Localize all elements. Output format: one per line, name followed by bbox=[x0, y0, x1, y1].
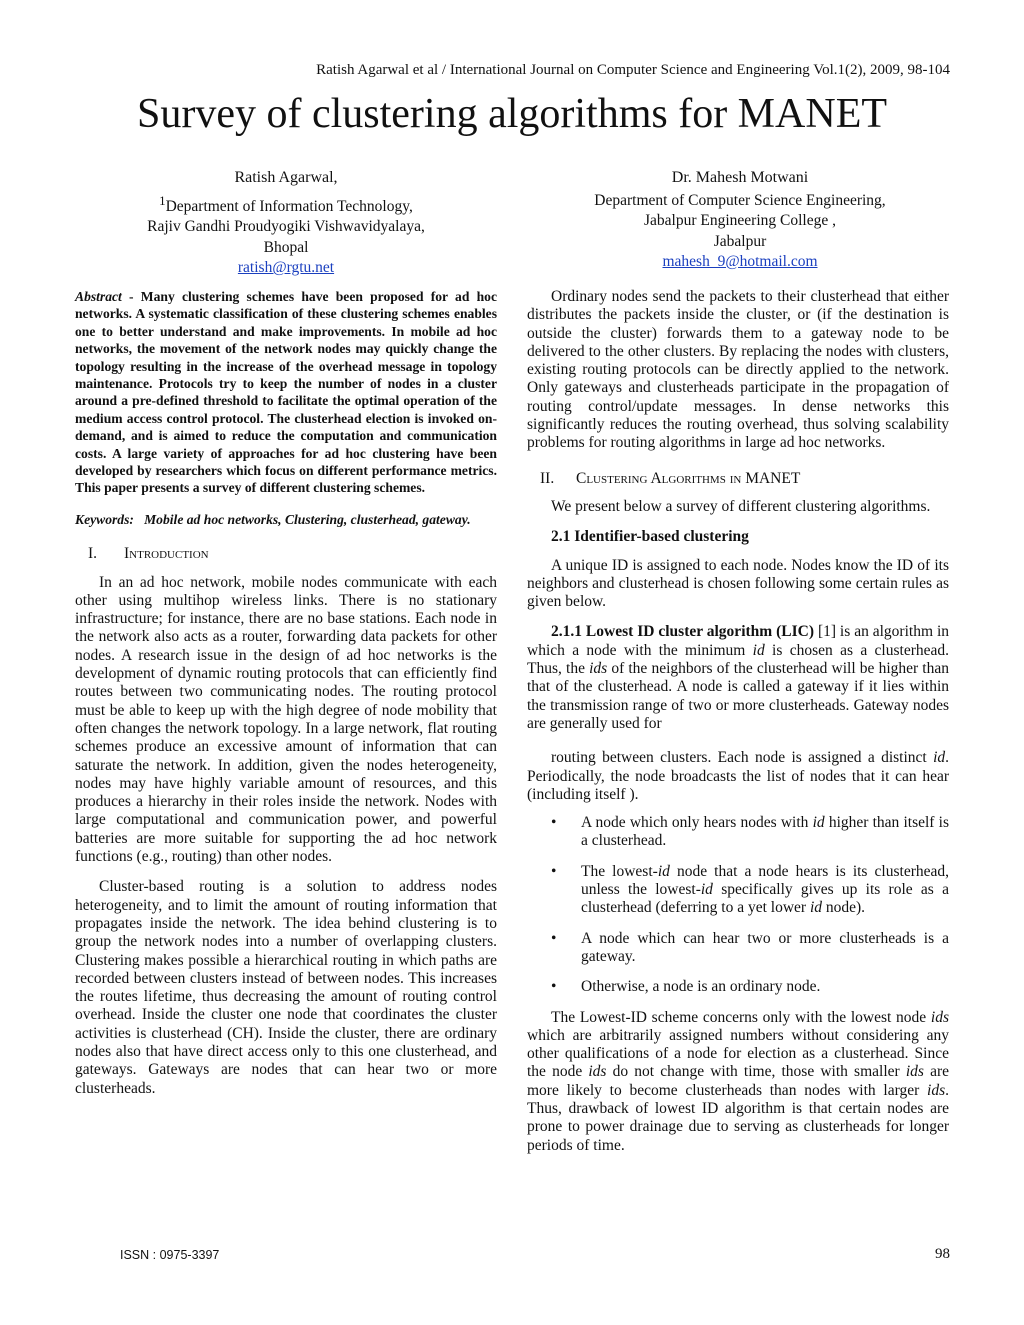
running-header: Ratish Agarwal et al / International Journal on Computer Science and Engineering Vol.1(2), 2009, 98-104 bbox=[316, 62, 950, 78]
paragraph: A unique ID is assigned to each node. Nodes know the ID of its neighbors and clusterhead is chosen following some certain rules as given below. bbox=[527, 556, 949, 611]
affiliation-marker: 1 bbox=[159, 192, 166, 208]
section-heading-introduction: I. Introduction bbox=[88, 545, 209, 563]
paragraph: In an ad hoc network, mobile nodes communicate with each other using multihop wireless links. There is no stationary infrastructure; for instance, there are no base stations. Each node in the network also acts as a router, forwarding data packets for other nodes. A research issue in the design of ad hoc networks is the development of dynamic routing protocols that can efficiently find routes between two communicating nodes. The routing protocol must be able to keep up with the high degree of node mobility that often changes the network topology. In a large network, flat routing schemes produce an excessive amount of information that can saturate the network. In addition, given the nodes heterogeneity, nodes may have highly variable amount of resources, and this produces a hierarchy in their roles inside the network. Nodes with large computational and communication power, and powerful batteries are more suitable for supporting the ad hoc network functions (e.g., routing) than other nodes. bbox=[75, 573, 497, 866]
bullet-icon: • bbox=[551, 862, 557, 880]
paragraph: Cluster-based routing is a solution to address nodes heterogeneity, and to limit the amount of routing information that propagates inside the network. The idea behind clustering is to group the network nodes into a number of overlapping clusters. Clustering makes possible a hierarchical routing in which paths are recorded between clusters instead of between nodes. This increases the routes lifetime, thus decreasing the amount of routing control overhead. Inside the cluster one node that coordinates the cluster activities is clusterhead (CH). Inside the cluster, there are ordinary nodes also that have direct access only to this one clusterhead, and gateways. Gateways are nodes that can hear two or more clusterheads. bbox=[75, 878, 497, 1097]
author-affiliation: Rajiv Gandhi Proudyogiki Vishwavidyalaya, bbox=[147, 218, 425, 236]
bullet-list bbox=[527, 814, 949, 996]
left-column bbox=[75, 288, 497, 1098]
right-column bbox=[527, 288, 949, 1155]
list-item: • Otherwise, a node is an ordinary node. bbox=[551, 978, 821, 996]
footer-issn: ISSN : 0975-3397 bbox=[120, 1248, 220, 1262]
abstract-label: Abstract bbox=[75, 289, 122, 304]
bullet-icon: • bbox=[551, 814, 557, 832]
author-city: Bhopal bbox=[263, 238, 309, 256]
author-block-1 bbox=[100, 168, 472, 279]
keywords: Keywords: Mobile ad hoc networks, Clustering, clusterhead, gateway. bbox=[75, 511, 471, 527]
list-item: • The lowest-id node that a node hears is its clusterhead, unless the lowest-id specifically gives up its role as a clusterhead (deferring to a yet lower id node). bbox=[551, 862, 949, 917]
bullet-icon: • bbox=[551, 929, 557, 947]
abstract bbox=[75, 288, 497, 497]
list-item: • A node which only hears nodes with id higher than itself is a clusterhead. bbox=[551, 814, 949, 850]
author-affiliation: Jabalpur Engineering College , bbox=[644, 212, 836, 229]
paragraph: 2.1.1 Lowest ID cluster algorithm (LIC) [1] is an algorithm in which a node with the minimum id is chosen as a clusterhead. Thus, the ids of the neighbors of the clusterhead will be higher than that of the clusterhead. A node is called a gateway if it lies within the transmission range of two or more clusterheads. Gateway nodes are generally used for bbox=[527, 623, 949, 732]
author-affiliation: Department of Computer Science Engineering, bbox=[594, 191, 886, 209]
author-name: Ratish Agarwal, bbox=[234, 169, 338, 186]
author-email-link[interactable]: ratish@rgtu.net bbox=[237, 259, 335, 277]
subsection-heading: 2.1.1 Lowest ID cluster algorithm (LIC) bbox=[551, 623, 815, 641]
subsection-heading: 2.1 Identifier-based clustering bbox=[551, 528, 749, 546]
section-heading-clustering: II. Clustering Algorithms in MANET bbox=[540, 469, 801, 487]
author-city: Jabalpur bbox=[713, 232, 767, 250]
author-affiliation: $^1$Department of Information Technology, bbox=[159, 192, 413, 215]
paragraph: routing between clusters. Each node is assigned a distinct id. Periodically, the node broadcasts the list of nodes that it can hear (including itself ). bbox=[527, 749, 949, 803]
author-email-link[interactable]: mahesh_9@hotmail.com bbox=[662, 253, 818, 270]
abstract-text: - Many clustering schemes have been proposed for ad hoc networks. A systematic classification of these clustering schemes enables one to better understand and make improvements. In mobile ad hoc networks, the movement of the network nodes may quickly change the topology resulting in the increase of the overhead message in topology maintenance. Protocols try to keep the number of nodes in a cluster around a pre-defined threshold to facilitate the optimal operation of the medium access control protocol. The clusterhead election is invoked on-demand, and is aimed to reduce the computation and communication costs. A large variety of approaches for ad hoc clustering have been developed by researchers which focus on different performance metrics. This paper presents a survey of different clustering schemes. bbox=[75, 289, 497, 496]
page-number: 98 bbox=[935, 1246, 950, 1262]
author-block-2 bbox=[545, 168, 935, 273]
paragraph: The Lowest-ID scheme concerns only with the lowest node ids which are arbitrarily assigned numbers without considering any other qualifications of a node for election as a clusterhead. Since the node ids do not change with time, those with smaller ids are more likely to become clusterheads than nodes with larger ids. Thus, drawback of lowest ID algorithm is that certain nodes are prone to power drainage due to serving as clusterheads for longer periods of time. bbox=[527, 1008, 949, 1154]
list-item: • A node which can hear two or more clusterheads is a gateway. bbox=[551, 929, 949, 965]
paragraph: Ordinary nodes send the packets to their clusterhead that either distributes the packets inside the cluster, or (if the destination is outside the cluster) forwards them to a gateway node to be delivered to the other clusters. By replacing the nodes with clusters, existing routing protocols can be directly applied to the network. Only gateways and clusterheads participate in the propagation of routing control/update messages. In dense networks this significantly reduces the routing overhead, thus solving scalability problems for routing algorithms in large ad hoc networks. bbox=[527, 288, 949, 452]
paper-title: Survey of clustering algorithms for MANET bbox=[136, 91, 888, 137]
bullet-icon: • bbox=[551, 978, 557, 996]
paragraph: We present below a survey of different clustering algorithms. bbox=[551, 497, 931, 515]
author-name: Dr. Mahesh Motwani bbox=[671, 169, 809, 186]
